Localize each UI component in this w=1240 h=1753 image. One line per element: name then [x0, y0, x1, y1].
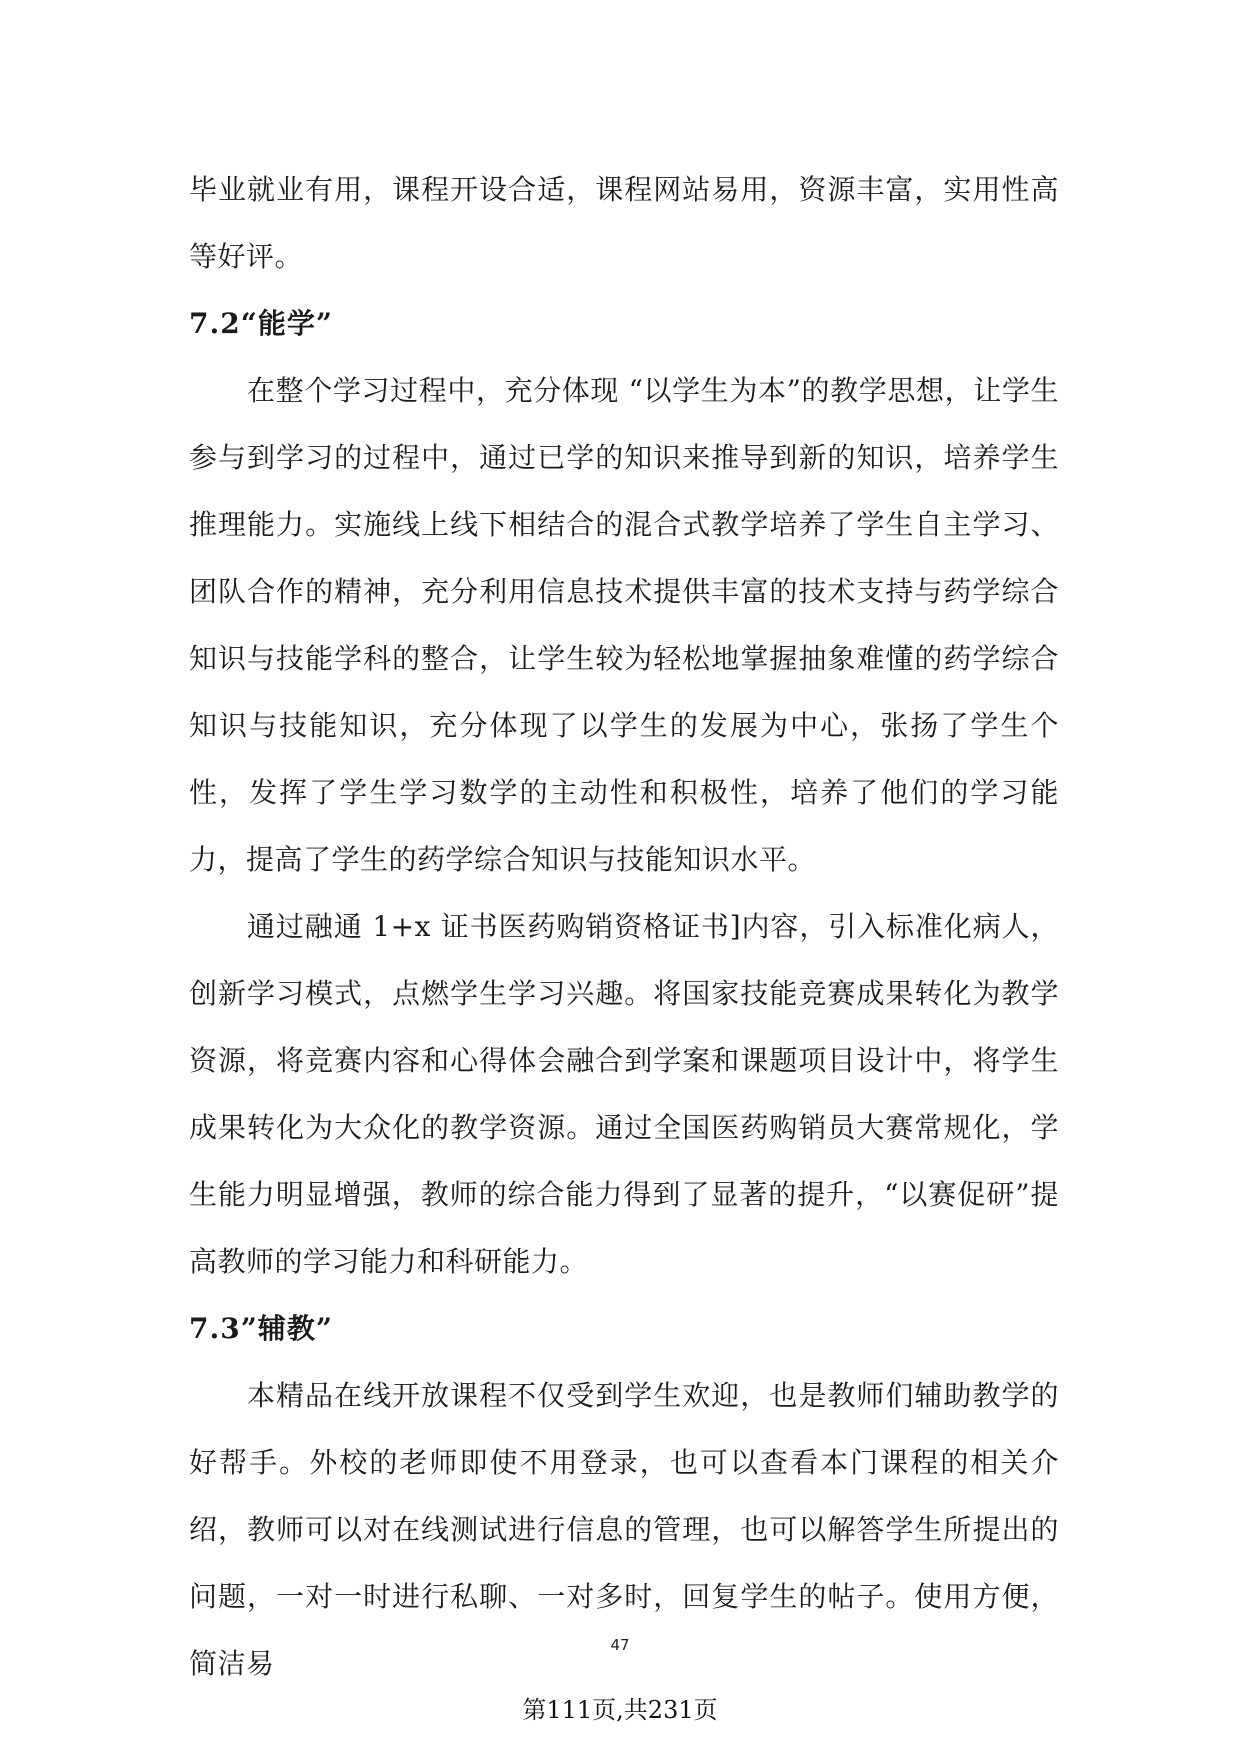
page-number: 47	[610, 1636, 630, 1654]
paragraph-teaching-aid: 本精品在线开放课程不仅受到学生欢迎，也是教师们辅助教学的好帮手。外校的老师即使不用登录，也可以查看本门课程的相关介绍，教师可以对在线测试进行信息的管理，也可以解答学生所提出的问题，一对一时进行私聊、一对多时，回复学生的帖子。使用方便，简洁易	[189, 1379, 1059, 1680]
paragraph-continued: 毕业就业有用，课程开设合适，课程网站易用，资源丰富，实用性高等好评。	[189, 173, 1059, 273]
paragraph-learning: 在整个学习过程中，充分体现 “以学生为本”的教学思想，让学生参与到学习的过程中，通过已学的知识来推导到新的知识，培养学生推理能力。实施线上线下相结合的混合式教学培养了学生自主学习、团队合作的精神，充分利用信息技术提供丰富的技术支持与药学综合知识与技能学科的整合，让学生较为轻松地掌握抽象难懂的药学综合知识与技能知识，充分体现了以学生的发展为中心，张扬了学生个性，发挥了学生学习数学的主动性和积极性，培养了他们的学习能力，提高了学生的药学综合知识与技能知识水平。	[189, 374, 1059, 876]
document-body	[189, 156, 1059, 1697]
section-heading-7-3: 7.3”辅教”	[189, 1312, 333, 1345]
page-footer-info: 第111页,共231页	[522, 1696, 718, 1724]
paragraph-certificate: 通过融通 1+x 证书医药购销资格证书]内容，引入标准化病人，创新学习模式，点燃学生学习兴趣。将国家技能竞赛成果转化为教学资源，将竞赛内容和心得体会融合到学案和课题项目设计中，将学生成果转化为大众化的教学资源。通过全国医药购销员大赛常规化，学生能力明显增强，教师的综合能力得到了显著的提升，“以赛促研”提高教师的学习能力和科研能力。	[189, 910, 1059, 1278]
section-heading-7-2: 7.2“能学”	[189, 307, 333, 340]
